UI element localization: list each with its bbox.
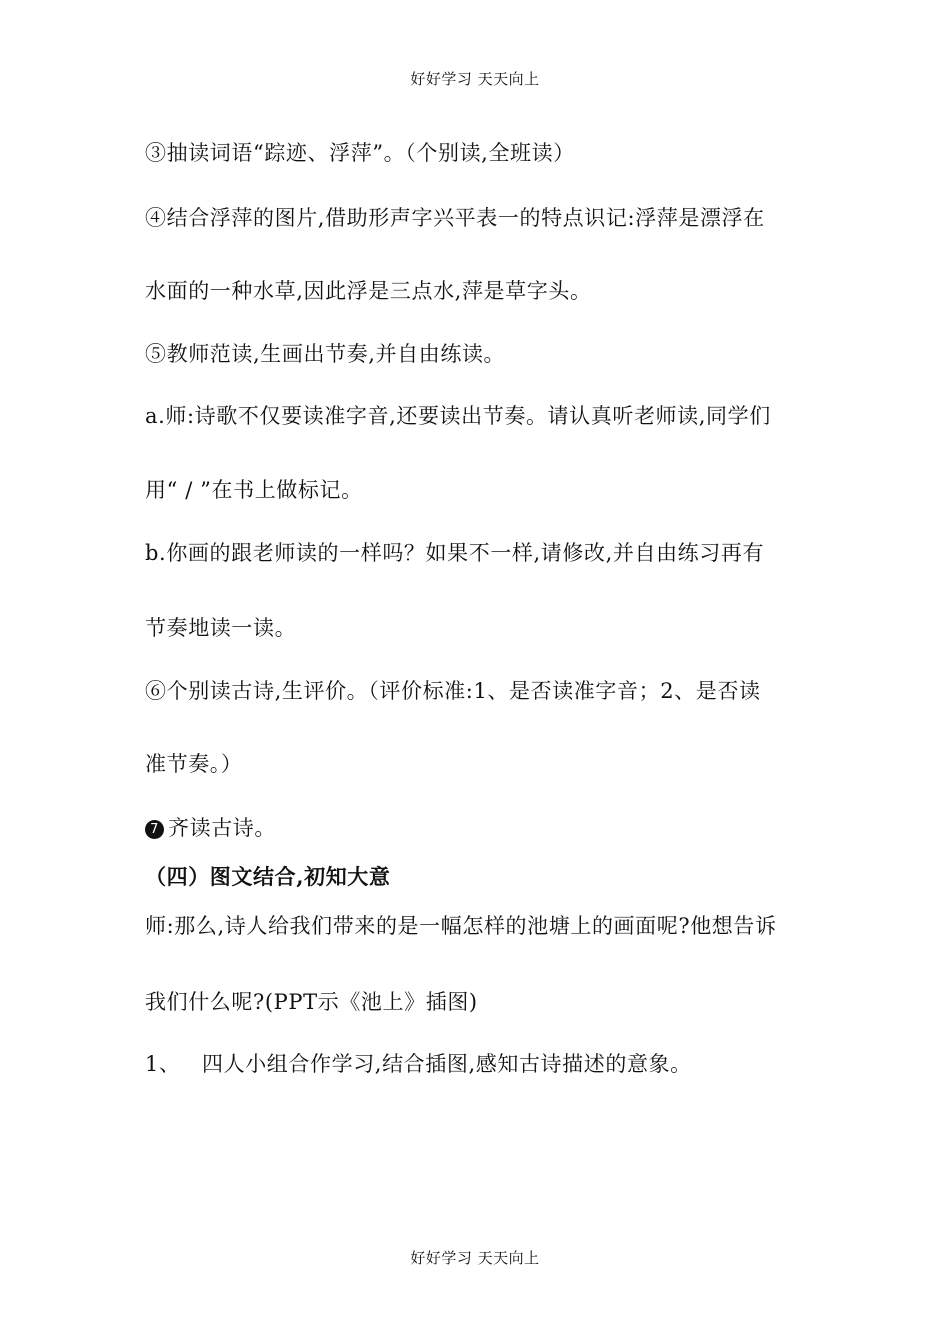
paragraph-line: ⑥个别读古诗,生评价。（评价标准:1、是否读准字音；2、是否读 [145,679,761,703]
paragraph-line: 水面的一种水草,因此浮是三点水,萍是草字头。 [145,279,592,303]
circled-number-marker: 7 [145,820,164,839]
paragraph-line: b.你画的跟老师读的一样吗？如果不一样,请修改,并自由练习再有 [145,541,765,565]
paragraph-line: 节奏地读一读。 [145,616,297,640]
paragraph-line: 用“ / ”在书上做标记。 [145,478,363,502]
paragraph-line: ⑤教师范读,生画出节奏,并自由练读。 [145,342,506,366]
paragraph-line: ④结合浮萍的图片,借助形声字兴平表一的特点识记:浮萍是漂浮在 [145,206,765,230]
page-footer: 好好学习 天天向上 [410,1249,540,1267]
paragraph-line: 准节奏。） [145,752,243,776]
list-item-text: 四人小组合作学习,结合插图,感知古诗描述的意象。 [202,1052,692,1076]
paragraph-line: 师:那么,诗人给我们带来的是一幅怎样的池塘上的画面呢?他想告诉 [145,914,777,938]
paragraph-line: a.师:诗歌不仅要读准字音,还要读出节奏。请认真听老师读,同学们 [145,404,771,428]
section-heading: （四）图文结合,初知大意 [145,864,391,889]
list-item-7 [145,812,276,842]
paragraph-line: ③抽读词语“踪迹、浮萍”。（个别读,全班读） [145,141,575,165]
numbered-list-item [145,1048,692,1078]
page-header: 好好学习 天天向上 [410,70,540,88]
list-number: 1、 [145,1052,181,1076]
list-item-text: 齐读古诗。 [168,816,276,840]
paragraph-line: 我们什么呢?(PPT示《池上》插图) [145,990,478,1014]
